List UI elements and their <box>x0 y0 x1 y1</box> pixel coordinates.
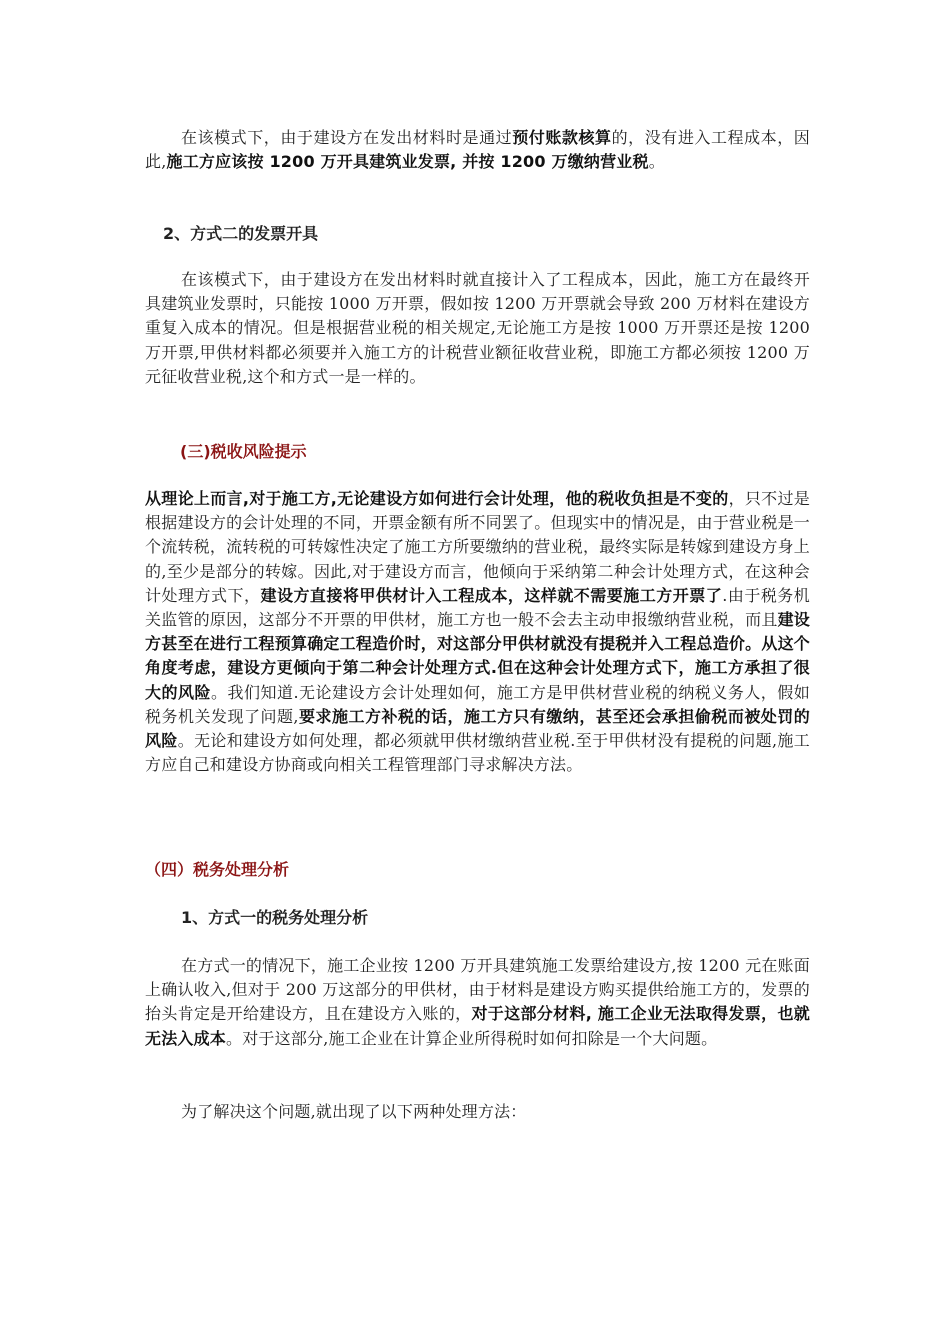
paragraph-mode1-invoice <box>145 126 810 174</box>
bold-text: 预付账款核算 <box>512 128 612 147</box>
heading-tax-analysis: （四）税务处理分析 <box>145 860 290 879</box>
bold-text: 建设方直接将甲供材计入工程成本，这样就不需要施工方开票了 <box>260 585 723 605</box>
text: 。无论和建设方如何处理，都必须就甲供材缴纳营业税.至于甲供材没有提税的问题,施工方应自己和建设方协商或向相关工程管理部门寻求解决方法。 <box>145 731 810 775</box>
text: 。 <box>648 152 665 172</box>
paragraph-tax-risk <box>145 487 810 777</box>
text: 在该模式下，由于建设方在发出材料时是通过 <box>181 128 513 147</box>
bold-text: 对于这部分材料, 施工企业无法取得发票，也就无法入成本 <box>145 1004 810 1048</box>
text: ，只不过是根据建设方的会计处理的不同，开票金额有所不同罢了。但现实中的情况是，由于营业税是一个流转税，流转税的可转嫁性决定了施工方所要缴纳的营业税，最终实际是转嫁到建设方身上的,至少是部分的转嫁。因此,对于建设方而言，他倾向于采纳第二种会计处理方式，在这种会计处理方式下， <box>145 489 810 605</box>
text: 。对于这部分,施工企业在计算企业所得税时如何扣除是一个大问题。 <box>226 1028 718 1048</box>
heading-mode1-analysis: 1、方式一的税务处理分析 <box>181 908 369 927</box>
bold-text: 从理论上而言,对于施工方,无论建设方如何进行会计处理，他的税收负担是不变的 <box>145 489 729 508</box>
paragraph-mode2-invoice: 在该模式下，由于建设方在发出材料时就直接计入了工程成本，因此，施工方在最终开具建筑业发票时，只能按 1000 万开票，假如按 1200 万开票就会导致 200 万材料在建设方重复入成本的情况。但是根据营业税的相关规定,无论施工方是按 1000 万开票还是按 1200 万开票,甲供材料都必须要并入施工方的计税营业额征收营业税，即施工方都必须按 1200 万元征收营业税,这个和方式一是一样的。 <box>145 270 810 386</box>
heading-mode2-invoice: 2、方式二的发票开具 <box>163 224 319 243</box>
text: 。我们知道.无论建设方会计处理如何，施工方是甲供材营业税的纳税义务人，假如税务机关发现了问题, <box>145 682 810 726</box>
paragraph-solutions-intro: 为了解决这个问题,就出现了以下两种处理方法： <box>181 1102 527 1121</box>
text: .由于税务机关监管的原因，这部分不开票的甲供材，施工方也一般不会去主动申报缴纳营业税，而且 <box>145 585 810 630</box>
text: 在方式一的情况下，施工企业按 1200 万开具建筑施工发票给建设方,按 1200 元在账面上确认收入,但对于 200 万这部分的甲供材，由于材料是建设方购买提供给施工方的，发票的抬头肯定是开给建设方，且在建设方入账的， <box>145 956 810 1024</box>
heading-tax-risk: (三)税收风险提示 <box>180 442 307 461</box>
bold-text: 建设方甚至在进行工程预算确定工程造价时，对这部分甲供材就没有提税并入工程总造价。从这个角度考虑，建设方更倾向于第二种会计处理方式.但在这种会计处理方式下，施工方承担了很大的风险 <box>145 610 810 702</box>
bold-text: 施工方应该按 1200 万开具建筑业发票, 并按 1200 万缴纳营业税 <box>166 152 649 172</box>
bold-text: 要求施工方补税的话，施工方只有缴纳，甚至还会承担偷税而被处罚的风险 <box>145 706 811 751</box>
paragraph-mode1-analysis <box>145 954 810 1051</box>
text: 的，没有进入工程成本，因此, <box>145 128 810 172</box>
